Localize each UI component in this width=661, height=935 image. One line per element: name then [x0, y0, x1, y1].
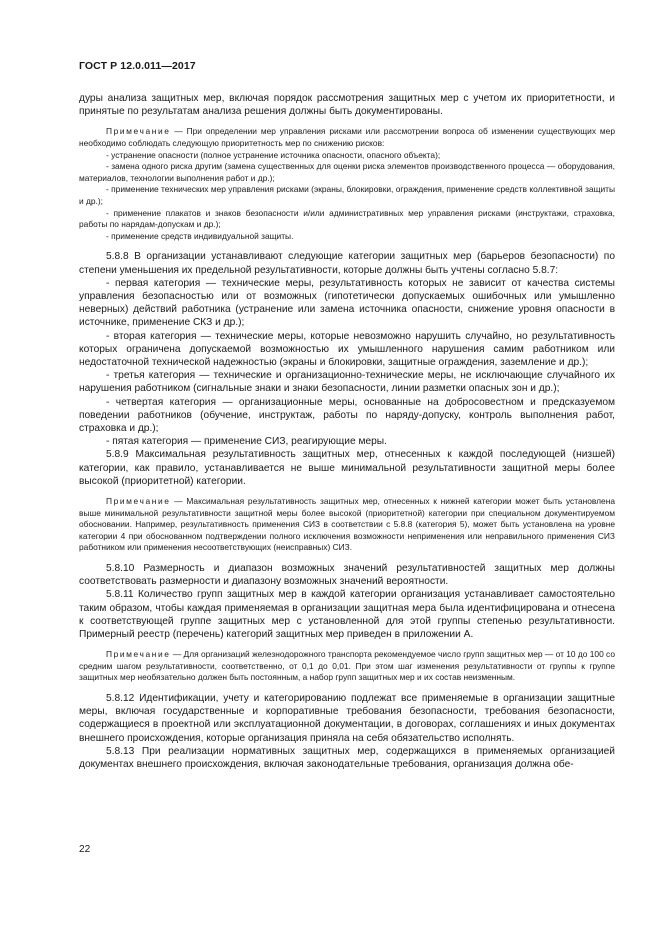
clause-5-8-9: 5.8.9 Максимальная результативность защитных мер, отнесенных к каждой последующей (низшей) категории, как правило, устанавливается не выше минимальной результативности защитной меры более высокой (приоритетной) категории. [79, 449, 615, 487]
note-1-item: - замена одного риска другим (замена существенных для оценки риска элементов производственного процесса — оборудования, материалов, технологии выполнения работ и др.); [79, 161, 615, 183]
category-item: - третья категория — технические и организационно-технические меры, не исключающие случайного их нарушения работником (сигнальные знаки и знаки безопасности, линии разметки опасных зон и др.); [79, 370, 615, 395]
clause-5-8-13: 5.8.13 При реализации нормативных защитных мер, содержащихся в применяемых организацией документах внешнего происхождения, включая законодательные требования, организация должна обе- [79, 745, 615, 770]
note-3 [79, 649, 615, 684]
note-2 [79, 496, 615, 554]
category-item: - пятая категория — применение СИЗ, реагирующие меры. [106, 436, 387, 448]
note-1-item: - применение технических мер управления рисками (экраны, блокировки, ограждения, применение средств коллективной защиты и др.); [79, 184, 615, 206]
note-1-item: - устранение опасности (полное устранение источника опасности, опасного объекта); [106, 149, 441, 160]
clause-5-8-8: 5.8.8 В организации устанавливают следующие категории защитных мер (барьеров безопасности) по степени уменьшения их предельной результативности, которые должны быть учтены согласно 5.8.7: [79, 251, 615, 276]
note-3-label: Примечание [106, 649, 171, 660]
clause-5-8-12: 5.8.12 Идентификации, учету и категорированию подлежат все применяемые в организации защитные меры, включая государственные и корпоративные требования безопасности, требования безопасности, содержащиеся в проектной или эксплуатационной документации, в договорах, соглашениях и иных документах внешнего происхождения, которые организация приняла на себя обязательство исполнять. [79, 692, 615, 744]
page-number: 22 [79, 844, 91, 855]
note-1-text: — При определении мер управления рисками или рассмотрении вопроса об изменении существующих мер необходимо соблюдать следующую приоритетность мер по снижению рисков: [79, 126, 615, 148]
note-2-text: — Максимальная результативность защитных мер, отнесенных к нижней категории может быть установлена выше минимальной результативности защитной меры более высокой (приоритетной) категории при специальном документируемом обосновании. Например, результативность применения СИЗ в соответствии с 5.8.8 (категория 5), может быть установлена на уровне категории 4 при обоснованном подтверждении полного исключения возможности неприменения или неправильного применения СИЗ работником или применения несоответствующих (неисправных) СИЗ. [79, 496, 615, 553]
note-2-label: Примечание [106, 496, 171, 506]
document-header: ГОСТ Р 12.0.011—2017 [79, 60, 196, 72]
note-3-text: — Для организаций железнодорожного транспорта рекомендуемое число групп защитных мер — от 10 до 100 со средним шагом результативности, соответственно, от 0,1 до 0,01. При этом шаг изменения результативности от группы к группе защитных мер необязательно должен быть постоянным, а набор групп защитных мер и их состав неизменным. [79, 649, 615, 683]
category-item: - первая категория — технические меры, результативность которых не зависит от качества системы управления безопасностью или от возможных (гипотетически допускаемых ошибочных или умышленно неверных) действий работника (устранение или замена источника опасности, снижение уровня опасности в источнике, применение СКЗ и др.); [79, 277, 615, 329]
clause-5-8-11: 5.8.11 Количество групп защитных мер в каждой категории организация устанавливает самостоятельно таким образом, чтобы каждая применяемая в организации защитная мера была идентифицирована и отнесена к соответствующей группе защитных мер с установленной для этой группы степенью результативности. Примерный реестр (перечень) категорий защитных мер приведен в приложении А. [79, 589, 615, 640]
note-1-label: Примечание [106, 126, 171, 137]
note-1-item: - применение плакатов и знаков безопасности и/или административных мер управления рисками (инструктажи, страховка, работы по нарядам-допускам и др.); [79, 207, 615, 230]
intro-paragraph: дуры анализа защитных мер, включая порядок рассмотрения защитных мер с учетом их приоритетности, и принятые по результатам анализа решения должны быть документированы. [79, 93, 615, 118]
clause-5-8-10: 5.8.10 Размерность и диапазон возможных значений результативностей защитных мер должны соответствовать размерности и диапазону возможных значений вероятности. [79, 562, 615, 588]
category-item: - четвертая категория — организационные меры, основанные на добросовестном и предсказуемом поведении работников (обучение, инструктаж, работы по наряду-допуску, контроль выполнения работ, страховка и др.); [79, 396, 615, 434]
note-1 [79, 126, 615, 149]
page-content [79, 92, 615, 771]
note-1-item: - применение средств индивидуальной защиты. [106, 230, 294, 241]
category-item: - вторая категория — технические меры, которые невозможно нарушить случайно, но результативность которых ограничена допускаемой возможностью их умышленного нарушения самим работником или недостаточной технической надежностью (экраны и блокировки, защитные ограждения, заземление и др.); [79, 330, 615, 368]
